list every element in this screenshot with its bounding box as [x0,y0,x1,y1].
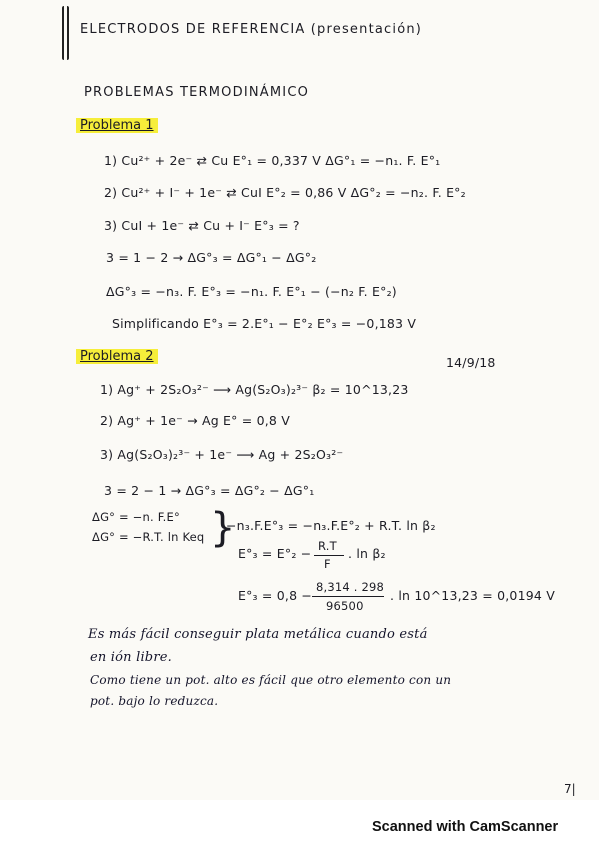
p2-reaction-3: 3) Ag(S₂O₃)₂³⁻ + 1e⁻ ⟶ Ag + 2S₂O₃²⁻ [100,447,344,462]
p2-final-suffix: . ln 10^13,23 = 0,0194 V [390,588,555,603]
p1-reaction-2: 2) Cu²⁺ + I⁻ + 1e⁻ ⇄ CuI E°₂ = 0,86 V ΔG°₂ = −n₂. F. E°₂ [104,185,466,200]
p1-combination: 3 = 1 − 2 → ΔG°₃ = ΔG°₁ − ΔG°₂ [106,250,317,265]
page-title: ELECTRODOS DE REFERENCIA (presentación) [80,22,423,37]
p1-gibbs-equation: ΔG°₃ = −n₃. F. E°₃ = −n₁. F. E°₁ − (−n₂ F. E°₂) [106,284,397,299]
p1-result: Simplificando E°₃ = 2.E°₁ − E°₂ E°₃ = −0,183 V [112,316,417,331]
p2-e3-prefix: E°₃ = E°₂ − [238,546,312,561]
p2-reaction-1: 1) Ag⁺ + 2S₂O₃²⁻ ⟶ Ag(S₂O₃)₂³⁻ β₂ = 10^13,23 [100,382,409,397]
margin-rule [62,6,69,60]
p2-brace-result: −n₃.F.E°₃ = −n₃.F.E°₂ + R.T. ln β₂ [226,518,436,533]
p2-brace-line-2: ΔG° = −R.T. ln Keq [92,530,205,544]
p2-reaction-2: 2) Ag⁺ + 1e⁻ → Ag E° = 0,8 V [100,413,290,428]
p2-brace-line-1: ΔG° = −n. F.E° [92,510,180,524]
section-heading: PROBLEMAS TERMODINÁMICO [84,85,310,100]
curly-brace-icon: } [210,505,236,551]
problema-1-label: Problema 1 [76,118,158,133]
p2-final-denominator: 96500 [326,599,364,613]
conclusion-line-4: pot. bajo lo reduzca. [90,694,219,708]
p1-reaction-1: 1) Cu²⁺ + 2e⁻ ⇄ Cu E°₁ = 0,337 V ΔG°₁ = −n₁. F. E°₁ [104,153,441,168]
p2-combination: 3 = 2 − 1 → ΔG°₃ = ΔG°₂ − ΔG°₁ [104,483,315,498]
conclusion-line-2: en ión libre. [90,650,172,665]
p2-e3-numerator: R.T [318,539,337,553]
page-number: 7| [564,782,576,796]
p1-reaction-3: 3) CuI + 1e⁻ ⇄ Cu + I⁻ E°₃ = ? [104,218,300,233]
scanner-watermark: Scanned with CamScanner [372,819,559,835]
fraction-bar [312,596,384,597]
p2-final-numerator: 8,314 . 298 [316,580,385,594]
p2-e3-denominator: F [324,557,331,571]
problema-2-label: Problema 2 [76,349,158,364]
p2-e3-suffix: . ln β₂ [348,546,386,561]
fraction-bar [314,555,344,556]
conclusion-line-1: Es más fácil conseguir plata metálica cuando está [88,627,428,642]
p2-final-prefix: E°₃ = 0,8 − [238,588,313,603]
conclusion-line-3: Como tiene un pot. alto es fácil que otro elemento con un [90,673,452,687]
p2-date: 14/9/18 [446,355,496,370]
